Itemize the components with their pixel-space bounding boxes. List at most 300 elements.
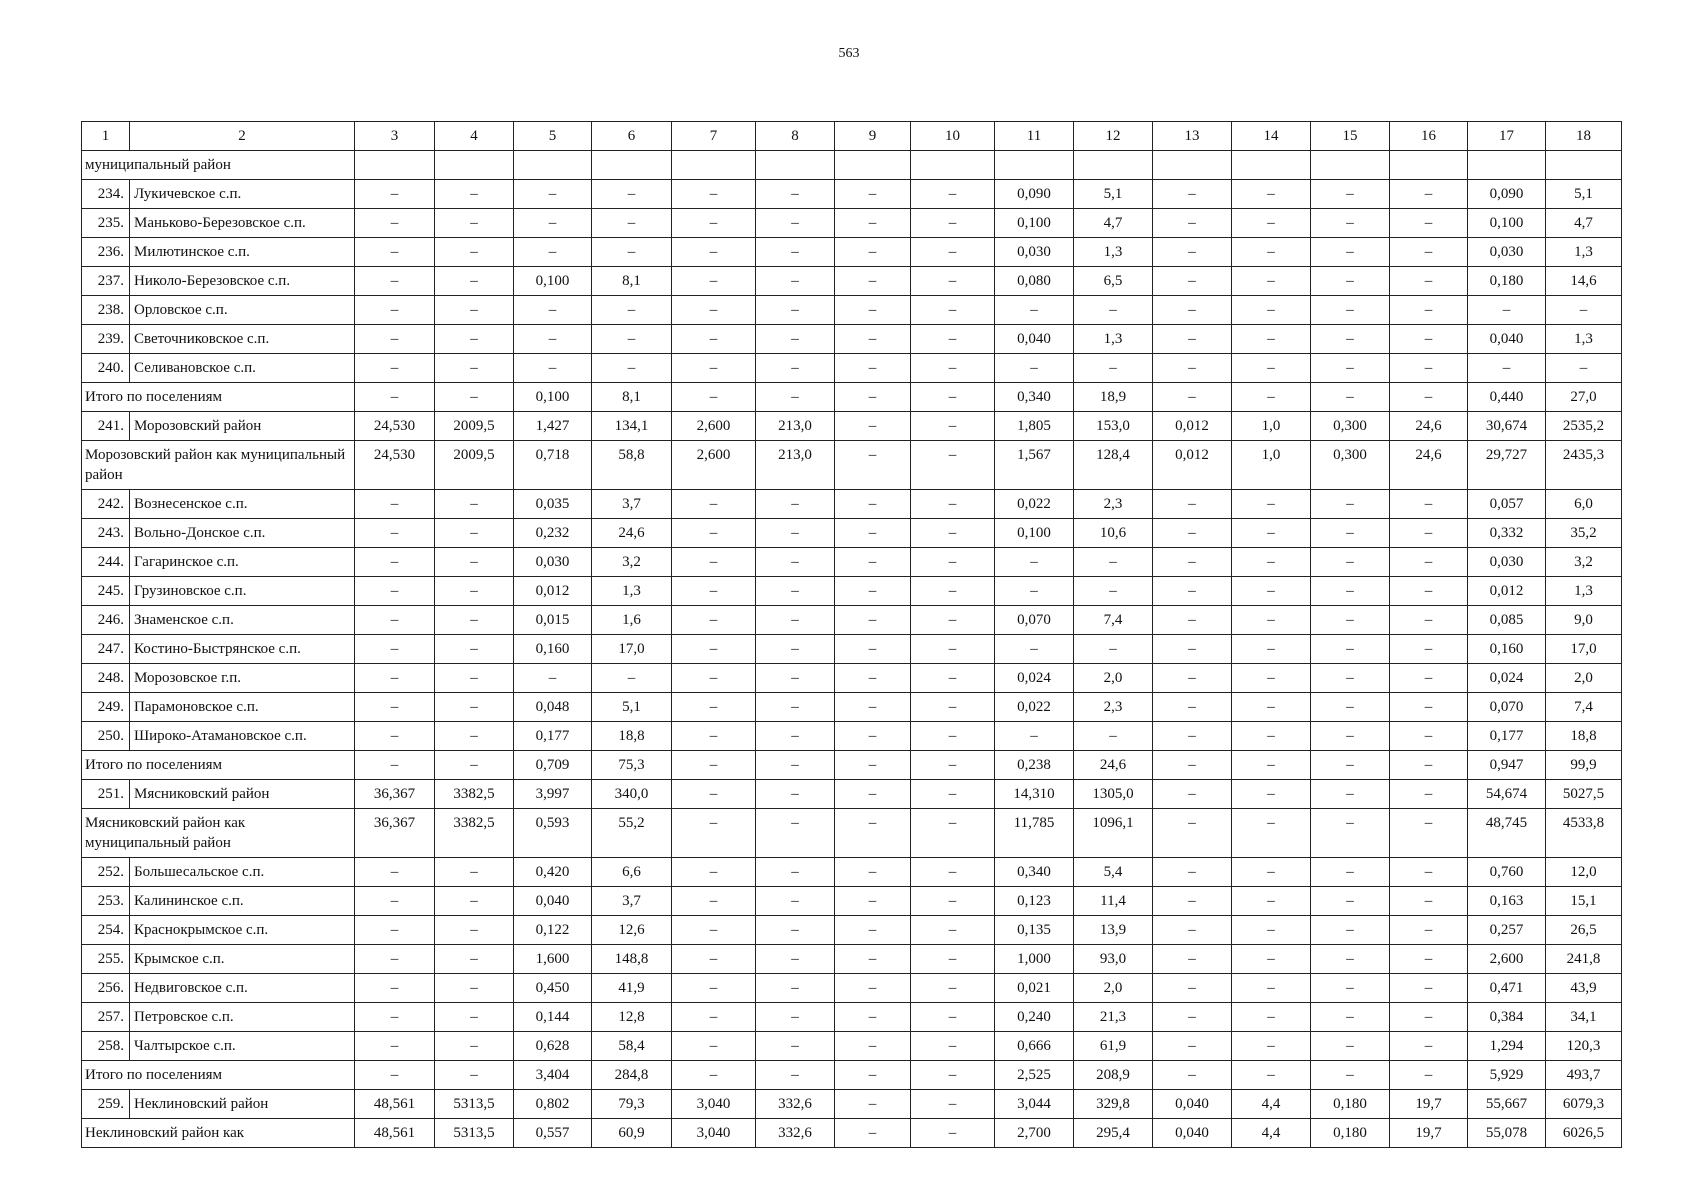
- value-cell: –: [1390, 751, 1468, 780]
- value-cell: 12,8: [592, 1003, 672, 1032]
- value-cell: 241,8: [1546, 945, 1622, 974]
- value-cell: –: [995, 354, 1074, 383]
- value-cell: 1,3: [1546, 577, 1622, 606]
- row-label: Морозовский район как муниципальный район: [82, 441, 355, 490]
- column-header: 2: [130, 122, 355, 151]
- value-cell: –: [911, 635, 995, 664]
- value-cell: 24,6: [1074, 751, 1153, 780]
- value-cell: –: [756, 693, 835, 722]
- value-cell: 99,9: [1546, 751, 1622, 780]
- value-cell: 0,240: [995, 1003, 1074, 1032]
- value-cell: 2535,2: [1546, 412, 1622, 441]
- value-cell: –: [672, 722, 756, 751]
- value-cell: –: [756, 664, 835, 693]
- value-cell: –: [911, 751, 995, 780]
- value-cell: –: [435, 887, 514, 916]
- value-cell: –: [355, 635, 435, 664]
- value-cell: 0,085: [1468, 606, 1546, 635]
- value-cell: –: [1153, 296, 1232, 325]
- value-cell: 0,040: [1153, 1119, 1232, 1148]
- table-row: [82, 1119, 1622, 1148]
- value-cell: –: [911, 325, 995, 354]
- value-cell: –: [1390, 354, 1468, 383]
- value-cell: –: [355, 325, 435, 354]
- value-cell: 2,600: [672, 441, 756, 490]
- table-row: [82, 490, 1622, 519]
- value-cell: 1,3: [1074, 238, 1153, 267]
- value-cell: –: [672, 664, 756, 693]
- value-cell: 0,070: [1468, 693, 1546, 722]
- value-cell: 0,015: [514, 606, 592, 635]
- value-cell: –: [672, 548, 756, 577]
- value-cell: –: [911, 1061, 995, 1090]
- value-cell: –: [1153, 664, 1232, 693]
- value-cell: –: [1390, 693, 1468, 722]
- value-cell: –: [911, 916, 995, 945]
- table-row: [82, 809, 1622, 858]
- value-cell: –: [1390, 858, 1468, 887]
- value-cell: –: [756, 209, 835, 238]
- value-cell: –: [835, 209, 911, 238]
- value-cell: –: [514, 325, 592, 354]
- value-cell: 1,600: [514, 945, 592, 974]
- value-cell: 0,070: [995, 606, 1074, 635]
- value-cell: –: [835, 1090, 911, 1119]
- value-cell: –: [1232, 519, 1311, 548]
- value-cell: 153,0: [1074, 412, 1153, 441]
- value-cell: 0,160: [514, 635, 592, 664]
- value-cell: –: [1311, 548, 1390, 577]
- value-cell: –: [1390, 267, 1468, 296]
- value-cell: –: [355, 1003, 435, 1032]
- value-cell: 0,718: [514, 441, 592, 490]
- value-cell: –: [592, 296, 672, 325]
- value-cell: 43,9: [1546, 974, 1622, 1003]
- value-cell: –: [911, 1119, 995, 1148]
- value-cell: 3,2: [592, 548, 672, 577]
- column-header: 5: [514, 122, 592, 151]
- table-row: [82, 180, 1622, 209]
- value-cell: –: [672, 751, 756, 780]
- value-cell: –: [672, 635, 756, 664]
- column-header: 17: [1468, 122, 1546, 151]
- value-cell: –: [1232, 1003, 1311, 1032]
- value-cell: –: [1311, 606, 1390, 635]
- value-cell: –: [592, 180, 672, 209]
- value-cell: –: [514, 238, 592, 267]
- value-cell: –: [835, 751, 911, 780]
- value-cell: –: [1153, 751, 1232, 780]
- value-cell: 128,4: [1074, 441, 1153, 490]
- value-cell: 15,1: [1546, 887, 1622, 916]
- value-cell: –: [835, 916, 911, 945]
- value-cell: 0,100: [514, 383, 592, 412]
- value-cell: 12,6: [592, 916, 672, 945]
- settlement-name: Мясниковский район: [130, 780, 355, 809]
- column-header: 16: [1390, 122, 1468, 151]
- value-cell: 18,8: [1546, 722, 1622, 751]
- value-cell: –: [911, 296, 995, 325]
- value-cell: –: [672, 693, 756, 722]
- value-cell: 2,525: [995, 1061, 1074, 1090]
- value-cell: 0,022: [995, 693, 1074, 722]
- value-cell: 0,035: [514, 490, 592, 519]
- value-cell: –: [1311, 858, 1390, 887]
- value-cell: –: [1311, 887, 1390, 916]
- value-cell: –: [435, 296, 514, 325]
- value-cell: –: [435, 577, 514, 606]
- value-cell: 0,332: [1468, 519, 1546, 548]
- value-cell: 0,709: [514, 751, 592, 780]
- value-cell: –: [1232, 548, 1311, 577]
- value-cell: –: [514, 180, 592, 209]
- value-cell: –: [756, 1003, 835, 1032]
- value-cell: –: [1311, 664, 1390, 693]
- value-cell: –: [435, 606, 514, 635]
- value-cell: 213,0: [756, 412, 835, 441]
- value-cell: –: [435, 354, 514, 383]
- settlement-name: Морозовское г.п.: [130, 664, 355, 693]
- value-cell: 10,6: [1074, 519, 1153, 548]
- value-cell: 3,040: [672, 1119, 756, 1148]
- settlement-name: Вольно-Донское с.п.: [130, 519, 355, 548]
- table-row: [82, 577, 1622, 606]
- row-number: 242.: [82, 490, 130, 519]
- value-cell: 6,0: [1546, 490, 1622, 519]
- value-cell: –: [355, 722, 435, 751]
- value-cell: –: [1390, 180, 1468, 209]
- value-cell: –: [355, 945, 435, 974]
- value-cell: 1,3: [592, 577, 672, 606]
- value-cell: 14,6: [1546, 267, 1622, 296]
- value-cell: –: [1232, 635, 1311, 664]
- value-cell: –: [355, 858, 435, 887]
- value-cell: –: [1153, 858, 1232, 887]
- value-cell: 1,294: [1468, 1032, 1546, 1061]
- value-cell: 1,3: [1546, 325, 1622, 354]
- value-cell: –: [1311, 354, 1390, 383]
- value-cell: 3382,5: [435, 809, 514, 858]
- value-cell: 0,628: [514, 1032, 592, 1061]
- value-cell: 3,997: [514, 780, 592, 809]
- value-cell: –: [1232, 606, 1311, 635]
- value-cell: 0,030: [1468, 548, 1546, 577]
- value-cell: –: [1153, 519, 1232, 548]
- value-cell: 79,3: [592, 1090, 672, 1119]
- value-cell: 1,000: [995, 945, 1074, 974]
- row-number: 252.: [82, 858, 130, 887]
- value-cell: –: [592, 664, 672, 693]
- value-cell: 2,3: [1074, 693, 1153, 722]
- value-cell: [1468, 151, 1546, 180]
- settlement-name: Недвиговское с.п.: [130, 974, 355, 1003]
- settlement-name: Маньково-Березовское с.п.: [130, 209, 355, 238]
- value-cell: –: [756, 945, 835, 974]
- value-cell: –: [1311, 238, 1390, 267]
- value-cell: [911, 151, 995, 180]
- value-cell: 17,0: [1546, 635, 1622, 664]
- value-cell: 19,7: [1390, 1119, 1468, 1148]
- value-cell: 1096,1: [1074, 809, 1153, 858]
- value-cell: –: [1546, 296, 1622, 325]
- value-cell: –: [911, 722, 995, 751]
- row-number: 240.: [82, 354, 130, 383]
- value-cell: 3,404: [514, 1061, 592, 1090]
- value-cell: –: [435, 267, 514, 296]
- value-cell: –: [1232, 887, 1311, 916]
- value-cell: –: [1311, 519, 1390, 548]
- column-header: 14: [1232, 122, 1311, 151]
- value-cell: –: [1153, 238, 1232, 267]
- value-cell: –: [355, 267, 435, 296]
- value-cell: –: [1153, 974, 1232, 1003]
- value-cell: –: [1074, 296, 1153, 325]
- value-cell: –: [1153, 577, 1232, 606]
- value-cell: 0,340: [995, 383, 1074, 412]
- settlement-name: Светочниковское с.п.: [130, 325, 355, 354]
- value-cell: –: [995, 548, 1074, 577]
- value-cell: 0,947: [1468, 751, 1546, 780]
- value-cell: –: [1153, 945, 1232, 974]
- table-row: [82, 441, 1622, 490]
- value-cell: –: [1153, 1032, 1232, 1061]
- value-cell: –: [1390, 548, 1468, 577]
- value-cell: –: [672, 519, 756, 548]
- value-cell: 3,7: [592, 887, 672, 916]
- settlement-name: Селивановское с.п.: [130, 354, 355, 383]
- table-row: [82, 383, 1622, 412]
- value-cell: –: [911, 974, 995, 1003]
- value-cell: 41,9: [592, 974, 672, 1003]
- column-header: 12: [1074, 122, 1153, 151]
- value-cell: 24,530: [355, 441, 435, 490]
- value-cell: 1305,0: [1074, 780, 1153, 809]
- value-cell: –: [835, 490, 911, 519]
- value-cell: –: [835, 296, 911, 325]
- value-cell: –: [911, 693, 995, 722]
- value-cell: –: [1311, 267, 1390, 296]
- value-cell: –: [756, 519, 835, 548]
- value-cell: –: [835, 412, 911, 441]
- value-cell: –: [756, 780, 835, 809]
- value-cell: [1232, 151, 1311, 180]
- value-cell: 0,090: [1468, 180, 1546, 209]
- value-cell: 1,0: [1232, 412, 1311, 441]
- value-cell: 340,0: [592, 780, 672, 809]
- value-cell: –: [1232, 858, 1311, 887]
- value-cell: –: [435, 635, 514, 664]
- value-cell: –: [835, 606, 911, 635]
- table-row: [82, 354, 1622, 383]
- value-cell: –: [1390, 238, 1468, 267]
- row-label: Неклиновский район как: [82, 1119, 355, 1148]
- settlement-name: Орловское с.п.: [130, 296, 355, 325]
- row-number: 255.: [82, 945, 130, 974]
- value-cell: –: [995, 577, 1074, 606]
- page-number: 563: [838, 46, 860, 61]
- value-cell: –: [435, 1061, 514, 1090]
- table-row: [82, 548, 1622, 577]
- value-cell: –: [756, 1061, 835, 1090]
- value-cell: 4,4: [1232, 1090, 1311, 1119]
- value-cell: –: [1311, 383, 1390, 412]
- value-cell: 1,0: [1232, 441, 1311, 490]
- value-cell: 284,8: [592, 1061, 672, 1090]
- value-cell: 6,6: [592, 858, 672, 887]
- value-cell: –: [355, 751, 435, 780]
- value-cell: 0,022: [995, 490, 1074, 519]
- value-cell: 0,135: [995, 916, 1074, 945]
- value-cell: –: [672, 945, 756, 974]
- value-cell: 75,3: [592, 751, 672, 780]
- value-cell: –: [1153, 180, 1232, 209]
- value-cell: 1,3: [1074, 325, 1153, 354]
- value-cell: 3,044: [995, 1090, 1074, 1119]
- value-cell: –: [835, 635, 911, 664]
- value-cell: –: [435, 325, 514, 354]
- value-cell: –: [355, 519, 435, 548]
- value-cell: –: [435, 383, 514, 412]
- value-cell: 0,057: [1468, 490, 1546, 519]
- table-row: [82, 412, 1622, 441]
- value-cell: 2009,5: [435, 412, 514, 441]
- value-cell: –: [756, 751, 835, 780]
- value-cell: –: [1311, 722, 1390, 751]
- value-cell: 0,030: [514, 548, 592, 577]
- value-cell: –: [435, 238, 514, 267]
- value-cell: 0,012: [1153, 441, 1232, 490]
- value-cell: 35,2: [1546, 519, 1622, 548]
- value-cell: –: [1311, 809, 1390, 858]
- value-cell: –: [1390, 1032, 1468, 1061]
- row-number: 247.: [82, 635, 130, 664]
- row-number: 253.: [82, 887, 130, 916]
- table-row: [82, 858, 1622, 887]
- value-cell: –: [1232, 238, 1311, 267]
- value-cell: 0,100: [995, 209, 1074, 238]
- value-cell: 5,4: [1074, 858, 1153, 887]
- value-cell: –: [514, 296, 592, 325]
- value-cell: –: [355, 1032, 435, 1061]
- table-row: [82, 519, 1622, 548]
- value-cell: 5,1: [592, 693, 672, 722]
- value-cell: –: [355, 238, 435, 267]
- value-cell: –: [672, 887, 756, 916]
- value-cell: 4,4: [1232, 1119, 1311, 1148]
- value-cell: –: [435, 1032, 514, 1061]
- value-cell: 329,8: [1074, 1090, 1153, 1119]
- value-cell: 58,4: [592, 1032, 672, 1061]
- value-cell: –: [592, 238, 672, 267]
- column-header: 8: [756, 122, 835, 151]
- row-number: 238.: [82, 296, 130, 325]
- value-cell: –: [1390, 1061, 1468, 1090]
- settlement-name: Крымское с.п.: [130, 945, 355, 974]
- row-label: Итого по поселениям: [82, 383, 355, 412]
- value-cell: 0,024: [1468, 664, 1546, 693]
- row-number: 249.: [82, 693, 130, 722]
- value-cell: 0,012: [514, 577, 592, 606]
- value-cell: 12,0: [1546, 858, 1622, 887]
- header-row: [82, 122, 1622, 151]
- value-cell: 2435,3: [1546, 441, 1622, 490]
- value-cell: –: [911, 1003, 995, 1032]
- value-cell: 34,1: [1546, 1003, 1622, 1032]
- value-cell: –: [911, 383, 995, 412]
- value-cell: –: [911, 354, 995, 383]
- value-cell: 0,257: [1468, 916, 1546, 945]
- value-cell: 493,7: [1546, 1061, 1622, 1090]
- value-cell: –: [756, 238, 835, 267]
- value-cell: –: [995, 296, 1074, 325]
- value-cell: –: [1232, 722, 1311, 751]
- value-cell: –: [756, 635, 835, 664]
- value-cell: –: [355, 693, 435, 722]
- value-cell: –: [1153, 916, 1232, 945]
- value-cell: –: [355, 1061, 435, 1090]
- value-cell: –: [756, 180, 835, 209]
- value-cell: [995, 151, 1074, 180]
- settlement-name: Неклиновский район: [130, 1090, 355, 1119]
- row-number: 254.: [82, 916, 130, 945]
- value-cell: –: [911, 441, 995, 490]
- settlement-name: Костино-Быстрянское с.п.: [130, 635, 355, 664]
- value-cell: 5,1: [1074, 180, 1153, 209]
- value-cell: –: [1311, 577, 1390, 606]
- table-row: [82, 887, 1622, 916]
- value-cell: –: [435, 916, 514, 945]
- column-header: 9: [835, 122, 911, 151]
- value-cell: –: [355, 296, 435, 325]
- row-number: 248.: [82, 664, 130, 693]
- value-cell: 0,593: [514, 809, 592, 858]
- row-number: 237.: [82, 267, 130, 296]
- value-cell: [672, 151, 756, 180]
- value-cell: –: [911, 664, 995, 693]
- value-cell: –: [756, 325, 835, 354]
- value-cell: 2,0: [1074, 664, 1153, 693]
- table-row: [82, 325, 1622, 354]
- value-cell: –: [756, 548, 835, 577]
- settlement-name: Калининское с.п.: [130, 887, 355, 916]
- value-cell: –: [835, 974, 911, 1003]
- column-header: 6: [592, 122, 672, 151]
- value-cell: –: [835, 722, 911, 751]
- value-cell: 0,177: [1468, 722, 1546, 751]
- value-cell: 0,760: [1468, 858, 1546, 887]
- value-cell: [756, 151, 835, 180]
- value-cell: 0,040: [1468, 325, 1546, 354]
- value-cell: –: [672, 238, 756, 267]
- value-cell: 24,530: [355, 412, 435, 441]
- settlement-name: Милютинское с.п.: [130, 238, 355, 267]
- value-cell: 18,8: [592, 722, 672, 751]
- value-cell: –: [835, 577, 911, 606]
- value-cell: 4,7: [1074, 209, 1153, 238]
- value-cell: –: [355, 180, 435, 209]
- column-header: 11: [995, 122, 1074, 151]
- value-cell: [592, 151, 672, 180]
- value-cell: –: [672, 1061, 756, 1090]
- value-cell: –: [1390, 606, 1468, 635]
- row-number: 258.: [82, 1032, 130, 1061]
- value-cell: –: [355, 606, 435, 635]
- column-header: 13: [1153, 122, 1232, 151]
- row-number: 236.: [82, 238, 130, 267]
- value-cell: 11,4: [1074, 887, 1153, 916]
- value-cell: 5,929: [1468, 1061, 1546, 1090]
- value-cell: –: [756, 887, 835, 916]
